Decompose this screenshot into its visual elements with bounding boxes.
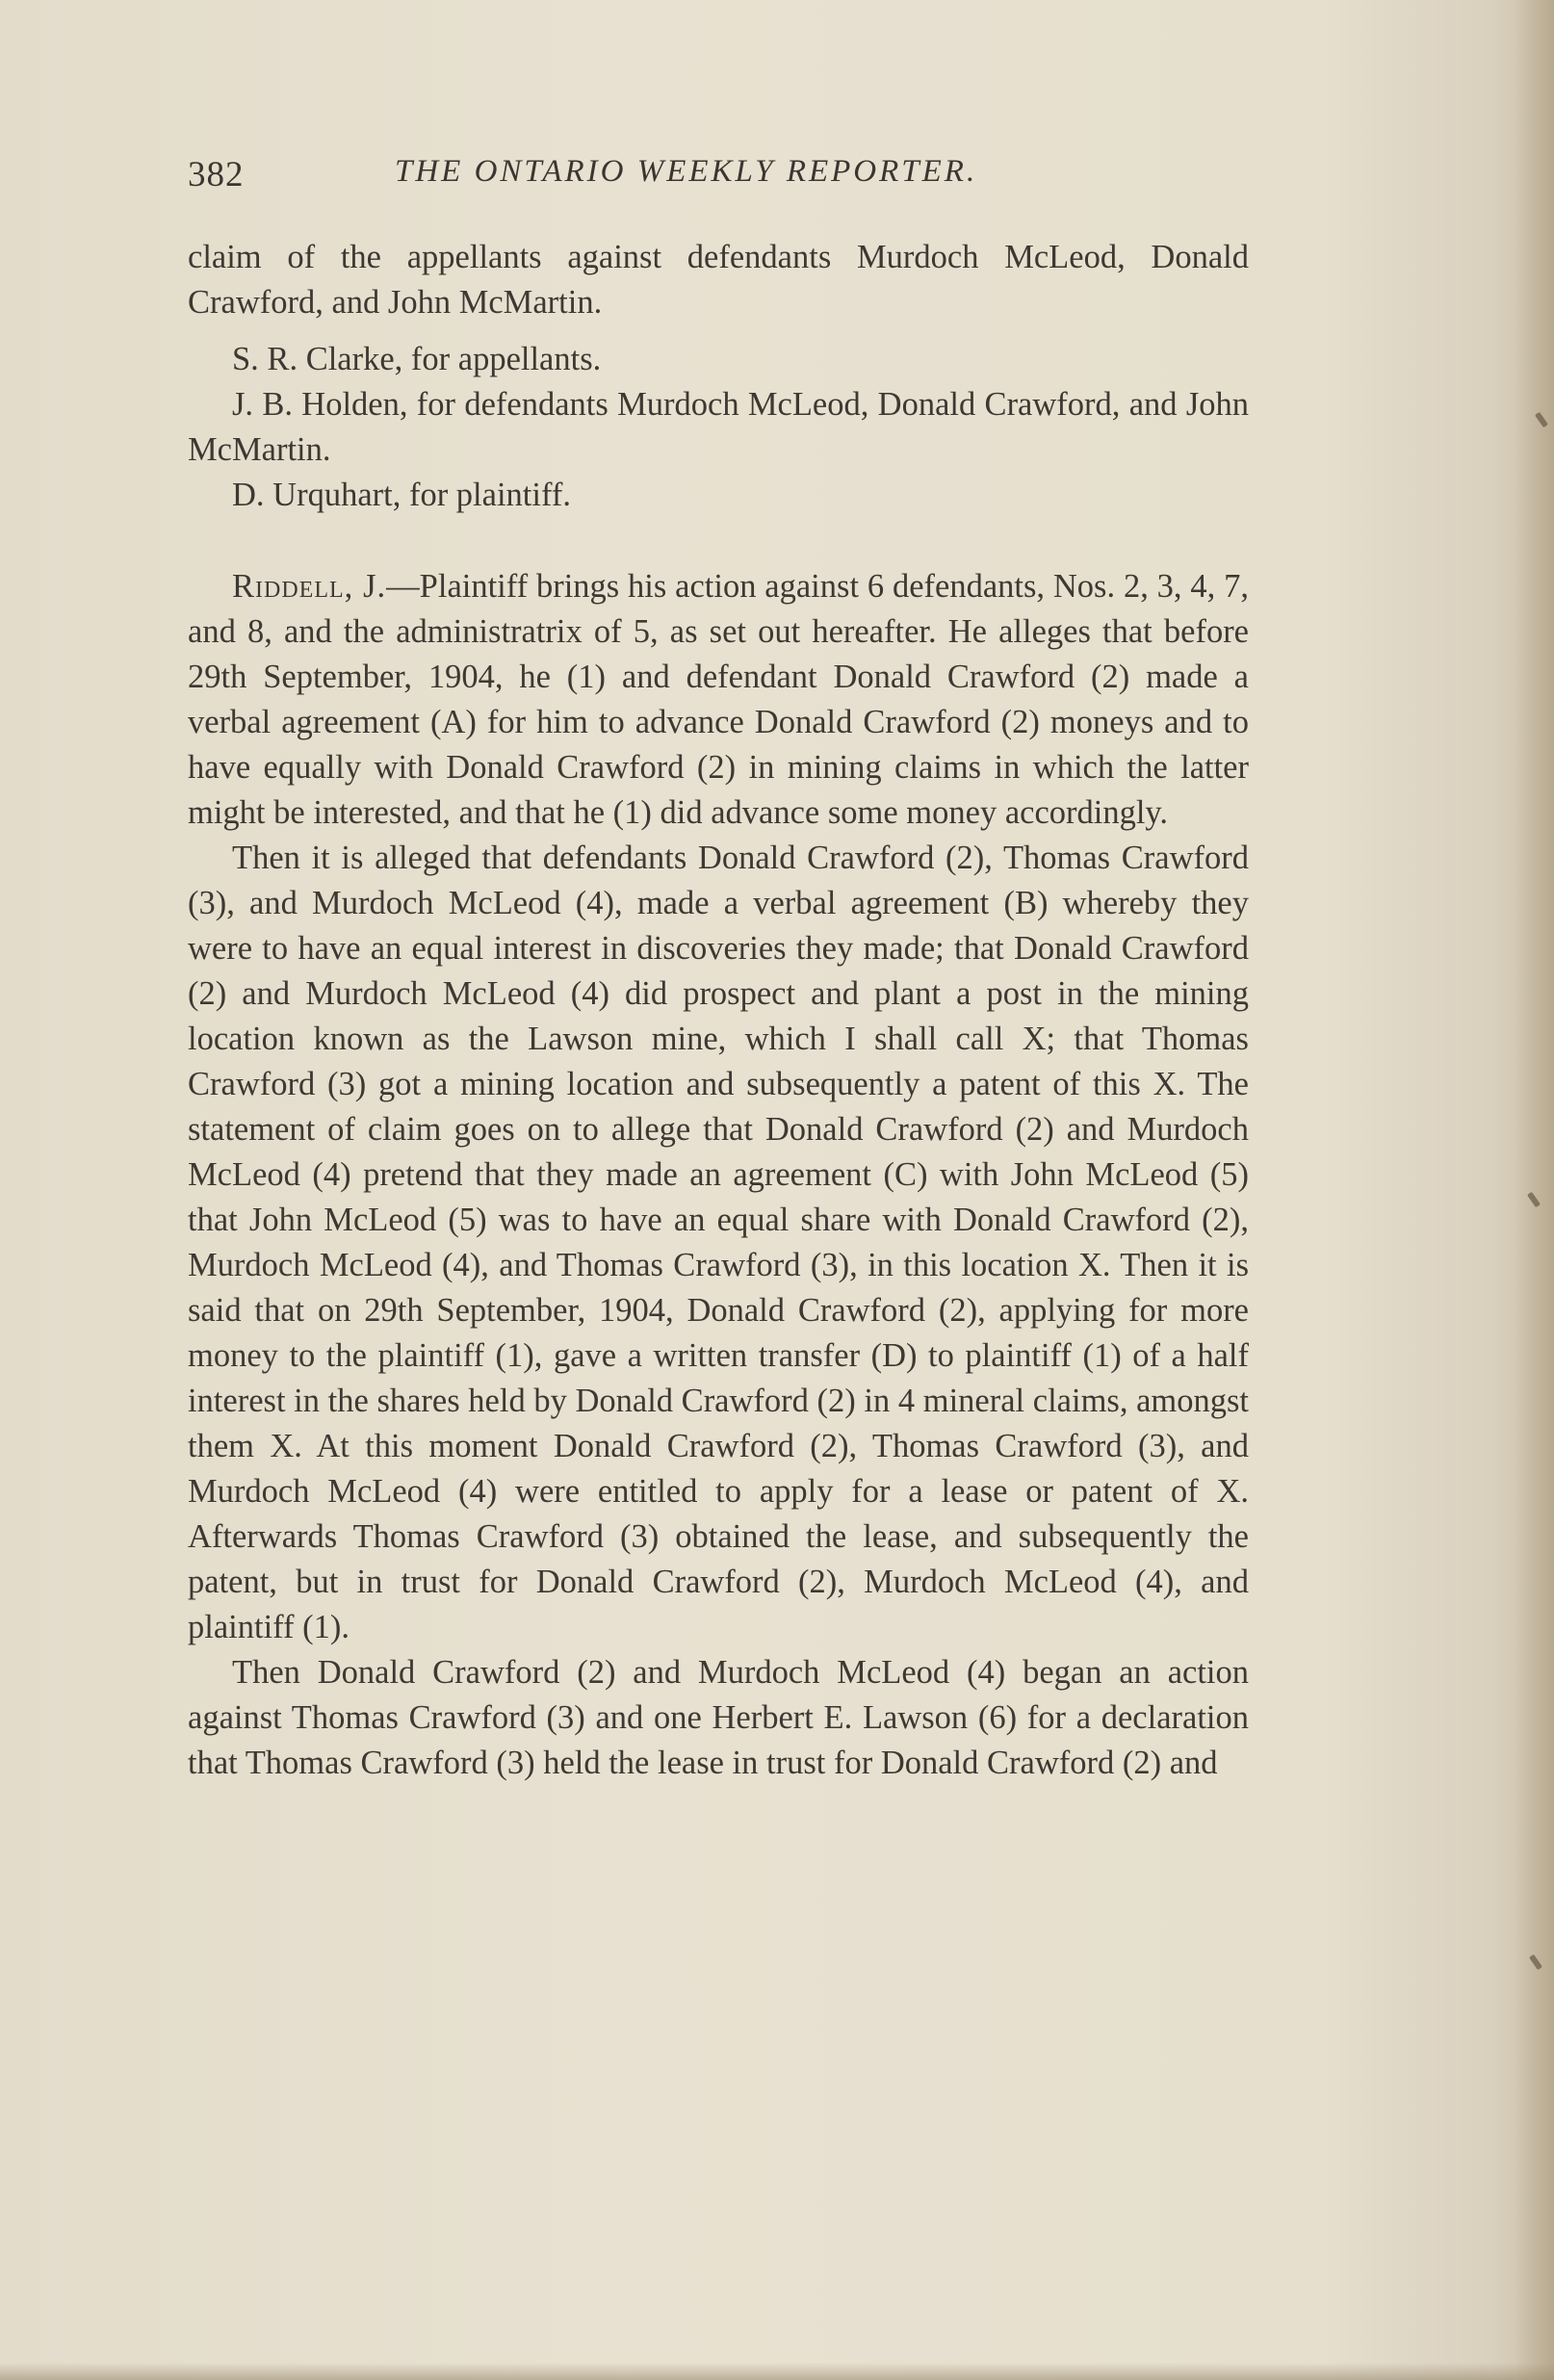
judgment-opening-text: —Plaintiff brings his action against 6 defendants, Nos. 2, 3, 4, 7, and 8, and the administratrix of 5, as set out hereafter. He alleges that before 29th September, 1904, he (1) and defendant Donald Crawford (2) made a verbal agreement (A) for him to advance Donald Crawford (2) moneys and to have equally with Donald Crawford (2) in mining claims in which the latter might be interested, and that he (1) did advance some money accordingly. <box>188 568 1249 831</box>
running-title: THE ONTARIO WEEKLY REPORTER. <box>395 154 978 189</box>
paragraph-counsel-appellants: S. R. Clarke, for appellants. <box>232 341 602 377</box>
page-bottom-shadow <box>0 2363 1554 2380</box>
spacer <box>188 325 1249 337</box>
paragraph-counsel-defendants: J. B. Holden, for defendants Murdoch McLeod, Donald Crawford, and John McMartin. <box>188 386 1249 468</box>
paragraph-allegations: Then it is alleged that defendants Donald Crawford (2), Thomas Crawford (3), and Murdoch McLeod (4), made a verbal agreement (B) whereby they were to have an equal interest in discoveries they made; that Donald Crawford (2) and Murdoch McLeod (4) did prospect and plant a post in the mining location known as the Lawson mine, which I shall call X; that Thomas Crawford (3) got a mining location and subsequently a patent of this X. The statement of claim goes on to allege that Donald Crawford (2) and Murdoch McLeod (4) pretend that they made an agreement (C) with John McLeod (5) that John McLeod (5) was to have an equal share with Donald Crawford (2), Murdoch McLeod (4), and Thomas Crawford (3), in this location X. Then it is said that on 29th September, 1904, Donald Crawford (2), applying for more money to the plaintiff (1), gave a written transfer (D) to plaintiff (1) of a half interest in the shares held by Donald Crawford (2) in 4 mineral claims, amongst them X. At this moment Donald Crawford (2), Thomas Crawford (3), and Murdoch McLeod (4) were entitled to apply for a lease or patent of X. Afterwards Thomas Crawford (3) obtained the lease, and subsequently the patent, but in trust for Donald Crawford (2), Murdoch McLeod (4), and plaintiff (1). <box>188 840 1249 1645</box>
judge-name: Riddell, J. <box>232 568 387 605</box>
report-body <box>188 235 1249 1786</box>
paragraph-action: Then Donald Crawford (2) and Murdoch McLeod (4) began an action against Thomas Crawford (3) and one Herbert E. Lawson (6) for a declaration that Thomas Crawford (3) held the lease in trust for Donald Crawford (2) and <box>188 1654 1249 1781</box>
paragraph-counsel-plaintiff: D. Urquhart, for plaintiff. <box>232 477 571 513</box>
page-header <box>188 154 1266 202</box>
page-edge-shadow <box>1515 0 1554 2380</box>
page-number: 382 <box>188 155 245 194</box>
paragraph-claim: claim of the appellants against defendants Murdoch McLeod, Donald Crawford, and John McMartin. <box>188 239 1249 321</box>
spacer <box>188 518 1249 564</box>
paragraph-judgment-opening <box>188 564 1249 836</box>
